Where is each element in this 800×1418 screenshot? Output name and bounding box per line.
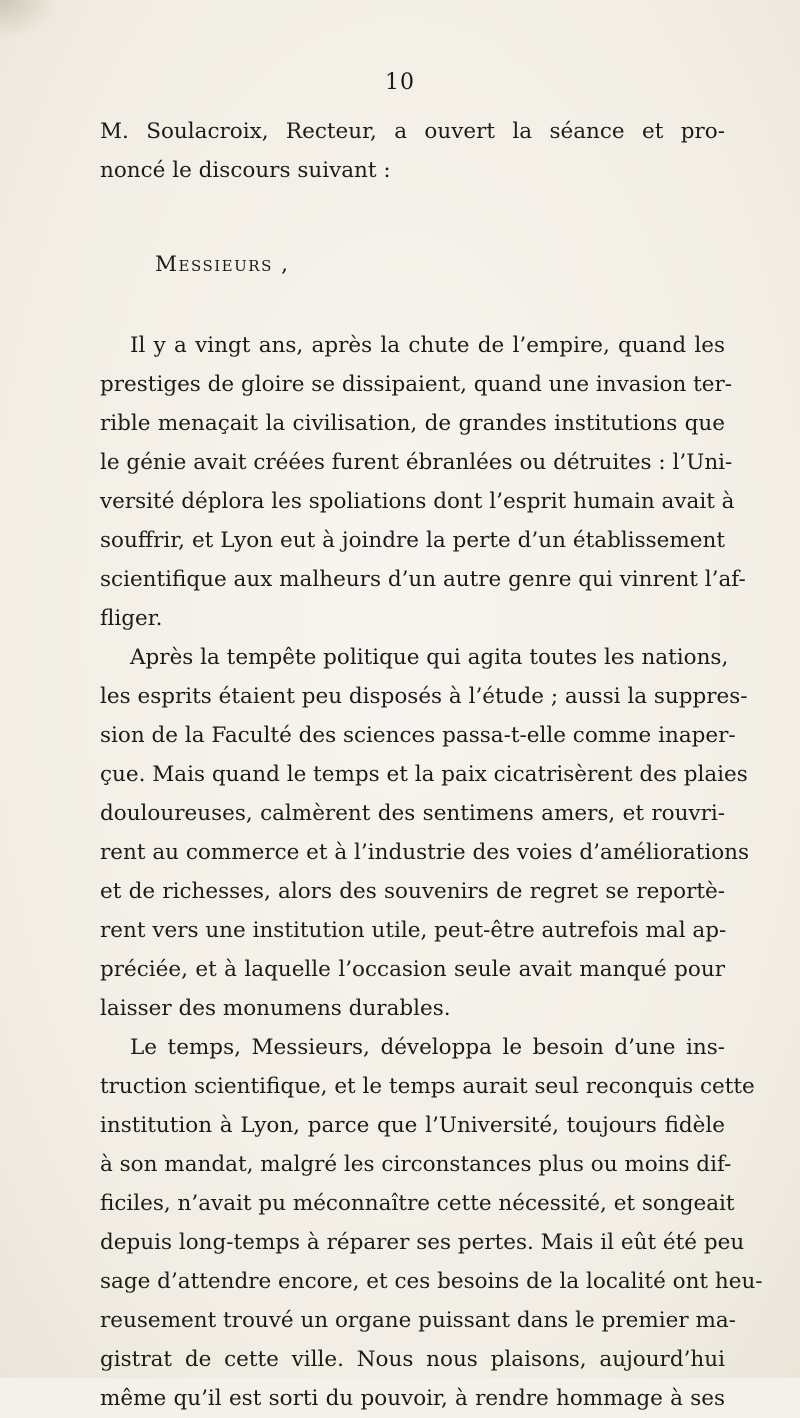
intro-paragraph bbox=[100, 112, 725, 190]
text-line: rent au commerce et à l’industrie des voies d’améliorations bbox=[100, 840, 750, 865]
text-line: M. Soulacroix, Recteur, a ouvert la séance et pro- bbox=[100, 119, 725, 144]
text-line: les esprits étaient peu disposés à l’étude ; aussi la suppres- bbox=[100, 684, 748, 709]
text-line: truction scientifique, et le temps aurait seul reconquis cette bbox=[100, 1074, 755, 1099]
text-line: sion de la Faculté des sciences passa-t-elle comme inaper- bbox=[100, 723, 736, 748]
text-line: scientifique aux malheurs d’un autre genre qui vinrent l’af- bbox=[100, 567, 746, 592]
paper-stain bbox=[0, 0, 60, 40]
text-line: noncé le discours suivant : bbox=[100, 158, 391, 183]
text-line: et de richesses, alors des souvenirs de regret se reportè- bbox=[100, 879, 725, 904]
text-line: ficiles, n’avait pu méconnaître cette nécessité, et songeait bbox=[100, 1191, 735, 1216]
text-line: rent vers une institution utile, peut-être autrefois mal ap- bbox=[100, 918, 727, 943]
text-line: Il y a vingt ans, après la chute de l’empire, quand les bbox=[130, 333, 725, 358]
text-line: institution à Lyon, parce que l’Université, toujours fidèle bbox=[100, 1113, 725, 1138]
text-line: Le temps, Messieurs, développa le besoin d’une ins- bbox=[130, 1035, 725, 1060]
text-line: préciée, et à laquelle l’occasion seule avait manqué pour bbox=[100, 957, 725, 982]
speech-body bbox=[100, 326, 763, 1418]
text-line: rible menaçait la civilisation, de grandes institutions que bbox=[100, 411, 725, 436]
text-line: gistrat de cette ville. Nous nous plaisons, aujourd’hui bbox=[100, 1347, 725, 1372]
text-line: versité déplora les spoliations dont l’esprit humain avait à bbox=[100, 489, 735, 514]
salutation: Messieurs , bbox=[155, 252, 290, 277]
page-number: 10 bbox=[385, 70, 415, 95]
text-line: sage d’attendre encore, et ces besoins de la localité ont heu- bbox=[100, 1269, 763, 1294]
text-line: même qu’il est sorti du pouvoir, à rendre hommage à ses bbox=[100, 1386, 725, 1411]
text-line: douloureuses, calmèrent des sentimens amers, et rouvri- bbox=[100, 801, 725, 826]
text-line: depuis long-temps à réparer ses pertes. Mais il eût été peu bbox=[100, 1230, 745, 1255]
text-line: reusement trouvé un organe puissant dans le premier ma- bbox=[100, 1308, 736, 1333]
text-line: çue. Mais quand le temps et la paix cicatrisèrent des plaies bbox=[100, 762, 748, 787]
text-line: fliger. bbox=[100, 606, 163, 631]
text-line: souffrir, et Lyon eut à joindre la perte d’un établissement bbox=[100, 528, 725, 553]
text-line: laisser des monumens durables. bbox=[100, 996, 451, 1021]
text-line: Après la tempête politique qui agita toutes les nations, bbox=[130, 645, 729, 670]
text-line: prestiges de gloire se dissipaient, quand une invasion ter- bbox=[100, 372, 733, 397]
text-line: le génie avait créées furent ébranlées ou détruites : l’Uni- bbox=[100, 450, 733, 475]
text-line: à son mandat, malgré les circonstances plus ou moins dif- bbox=[100, 1152, 732, 1177]
